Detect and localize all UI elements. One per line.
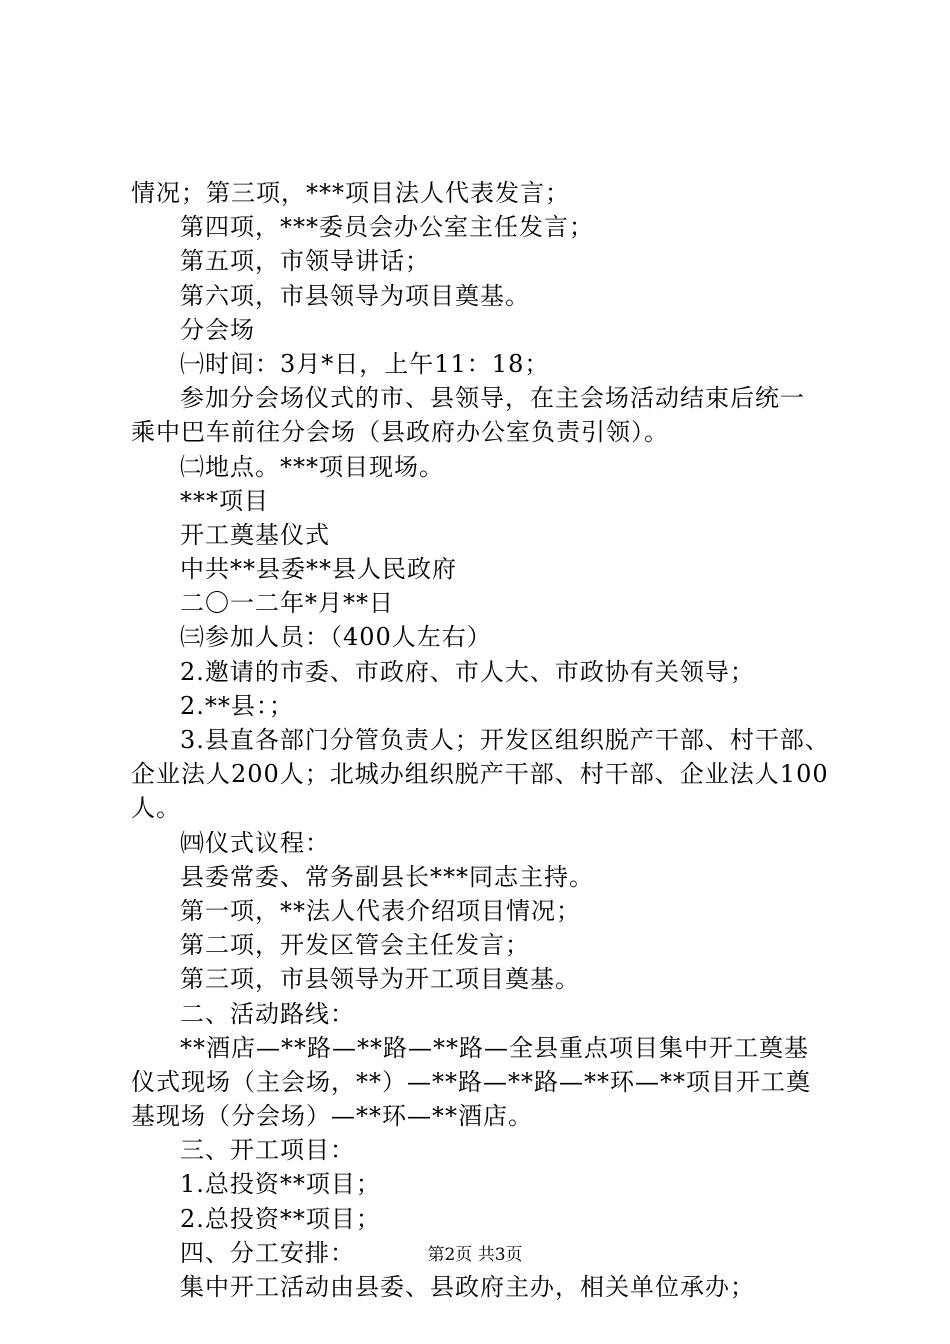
text-line: 仪式现场（主会场，**）—**路—**路—**环—**项目开工奠	[131, 1067, 811, 1096]
text-line: 县委常委、常务副县长***同志主持。	[180, 862, 594, 891]
text-line: 人。	[131, 794, 181, 823]
text-line: 企业法人200人；北城办组织脱产干部、村干部、企业法人100	[131, 760, 829, 789]
text-line: ***项目	[180, 486, 269, 515]
text-line: 参加分会场仪式的市、县领导，在主会场活动结束后统一	[180, 384, 805, 413]
section-heading: 分会场	[180, 315, 255, 344]
text-line: 3.县直各部门分管负责人；开发区组织脱产干部、村干部、	[180, 726, 830, 754]
text-line: 基现场（分会场）—**环—**酒店。	[131, 1102, 533, 1131]
text-line: ㈣仪式议程：	[180, 828, 330, 857]
text-line: 二〇一二年*月**日	[180, 589, 394, 618]
page-footer	[0, 1243, 950, 1267]
text-line: 1.总投资**项目；	[180, 1170, 381, 1199]
text-line: 第四项，***委员会办公室主任发言；	[180, 213, 594, 242]
text-line: 中共**县委**县人民政府	[180, 555, 457, 584]
text-line: ㈢参加人员：（400人左右）	[180, 623, 492, 652]
text-line: 第五项，市领导讲话；	[180, 247, 430, 276]
text-line: 集中开工活动由县委、县政府主办，相关单位承办；	[180, 1273, 755, 1301]
text-line: 开工奠基仪式	[180, 520, 330, 549]
page-number-label: 第2页 共3页	[427, 1245, 523, 1265]
text-line: ㈡地点。***项目现场。	[180, 452, 444, 481]
text-line: **酒店—**路—**路—**路—全县重点项目集中开工奠基	[180, 1033, 809, 1062]
section-heading: 三、开工项目：	[180, 1136, 355, 1165]
document-body	[131, 176, 831, 1304]
section-heading: 四、分工安排：	[180, 1238, 355, 1267]
text-line: 第二项，开发区管会主任发言；	[180, 931, 530, 960]
text-line: 2.**县：；	[180, 691, 294, 720]
section-heading: 二、活动路线：	[180, 999, 355, 1028]
text-line: 第一项，**法人代表介绍项目情况；	[180, 896, 581, 925]
text-line: 第六项，市县领导为项目奠基。	[180, 281, 530, 310]
text-line: ㈠时间：3月*日，上午11：18；	[180, 349, 550, 378]
text-line: 2.邀请的市委、市政府、市人大、市政协有关领导；	[180, 657, 755, 686]
text-line: 第三项，市县领导为开工项目奠基。	[180, 965, 580, 994]
text-line: 情况；第三项，***项目法人代表发言；	[131, 179, 570, 207]
text-line: 乘中巴车前往分会场（县政府办公室负责引领）。	[131, 418, 669, 447]
text-line: 2.总投资**项目；	[180, 1204, 381, 1233]
